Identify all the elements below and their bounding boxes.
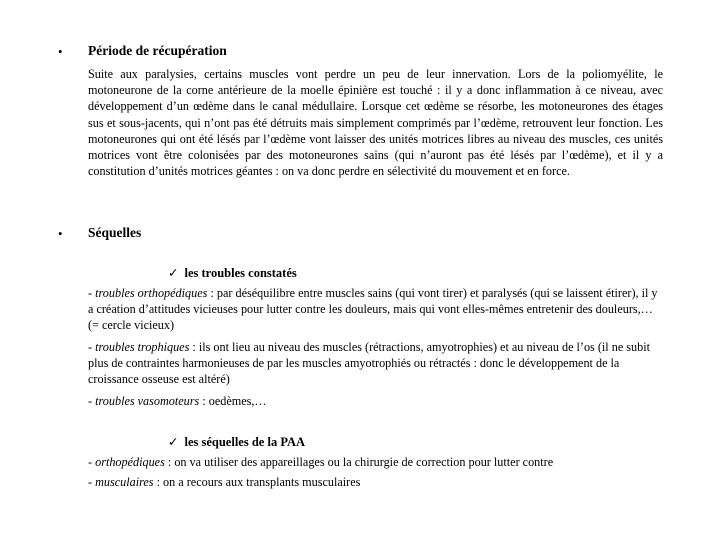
term-troubles-orthopediques: - troubles orthopédiques xyxy=(88,286,208,300)
text-troubles-vasomoteurs: : oedèmes,… xyxy=(199,394,267,408)
list-item-troubles-vasomoteurs xyxy=(88,393,658,409)
list-item-orthopediques xyxy=(88,454,658,470)
heading-periode-recuperation: Période de récupération xyxy=(88,43,227,58)
term-orthopediques: - orthopédiques xyxy=(88,455,165,469)
subheading-troubles-constates-label: les troubles constatés xyxy=(184,266,297,280)
check-mark-icon: ✓ xyxy=(168,435,179,449)
term-troubles-vasomoteurs: - troubles vasomoteurs xyxy=(88,394,200,408)
list-item-troubles-orthopediques xyxy=(88,285,658,334)
term-troubles-trophiques: - troubles trophiques xyxy=(88,340,190,354)
subheading-sequelles-paa xyxy=(168,434,305,450)
heading-sequelles: Séquelles xyxy=(88,225,142,240)
term-musculaires: - musculaires xyxy=(88,475,154,489)
text-musculaires: : on a recours aux transplants musculaires xyxy=(153,475,361,489)
list-item-troubles-trophiques xyxy=(88,339,658,388)
text-troubles-trophiques: : ils ont lieu au niveau des muscles (rétractions, amyotrophies) et au niveau de l’os (il ne subit plus de contraintes harmonieuses de par les muscles amyotrophiés ou rétractés : donc le développement de la croissance osseuse est altéré) xyxy=(88,340,650,387)
text-orthopediques: : on va utiliser des appareillages ou la chirurgie de correction pour lutter contre xyxy=(164,455,554,469)
paragraph-recuperation: Suite aux paralysies, certains muscles vont perdre un peu de leur innervation. Lors de la poliomyélite, le motoneurone de la corne antérieure de la moelle épinière est touché : il y a donc inflammation à ce niveau, avec développement d’un œdème dans le canal médullaire. Lorsque cet œdème se résorbe, les motoneurones des étages sus et sous-jacents, qui n’ont pas été détruits mais simplement comprimés par l’œdème, retrouvent leur fonction. Les motoneurones qui ont été lésés par l’œdème vont laisser des unités motrices libres au niveau des muscles, ces unités motrices vont être colonisées par des motoneurones sains (qui n’auront pas été lésés par l’œdème), et il y a constitution d’unités motrices géantes : on va donc perdre en sélectivité du mouvement et en force. xyxy=(88,67,663,179)
subheading-troubles-constates xyxy=(168,265,297,281)
subheading-sequelles-paa-label: les séquelles de la PAA xyxy=(184,435,306,449)
text-troubles-orthopediques: : par déséquilibre entre muscles sains (qui vont tirer) et paralysés (qui se laissent étirer), il y a création d’attitudes vicieuses pour lutter contre les douleurs, mais qui vont elles-mêmes entretenir des douleurs,… (= cercle vicieux) xyxy=(88,286,658,333)
bullet-section-sequelles: • xyxy=(58,226,63,241)
list-item-musculaires xyxy=(88,474,658,490)
bullet-section-recuperation: • xyxy=(58,44,63,59)
check-mark-icon: ✓ xyxy=(168,266,179,280)
